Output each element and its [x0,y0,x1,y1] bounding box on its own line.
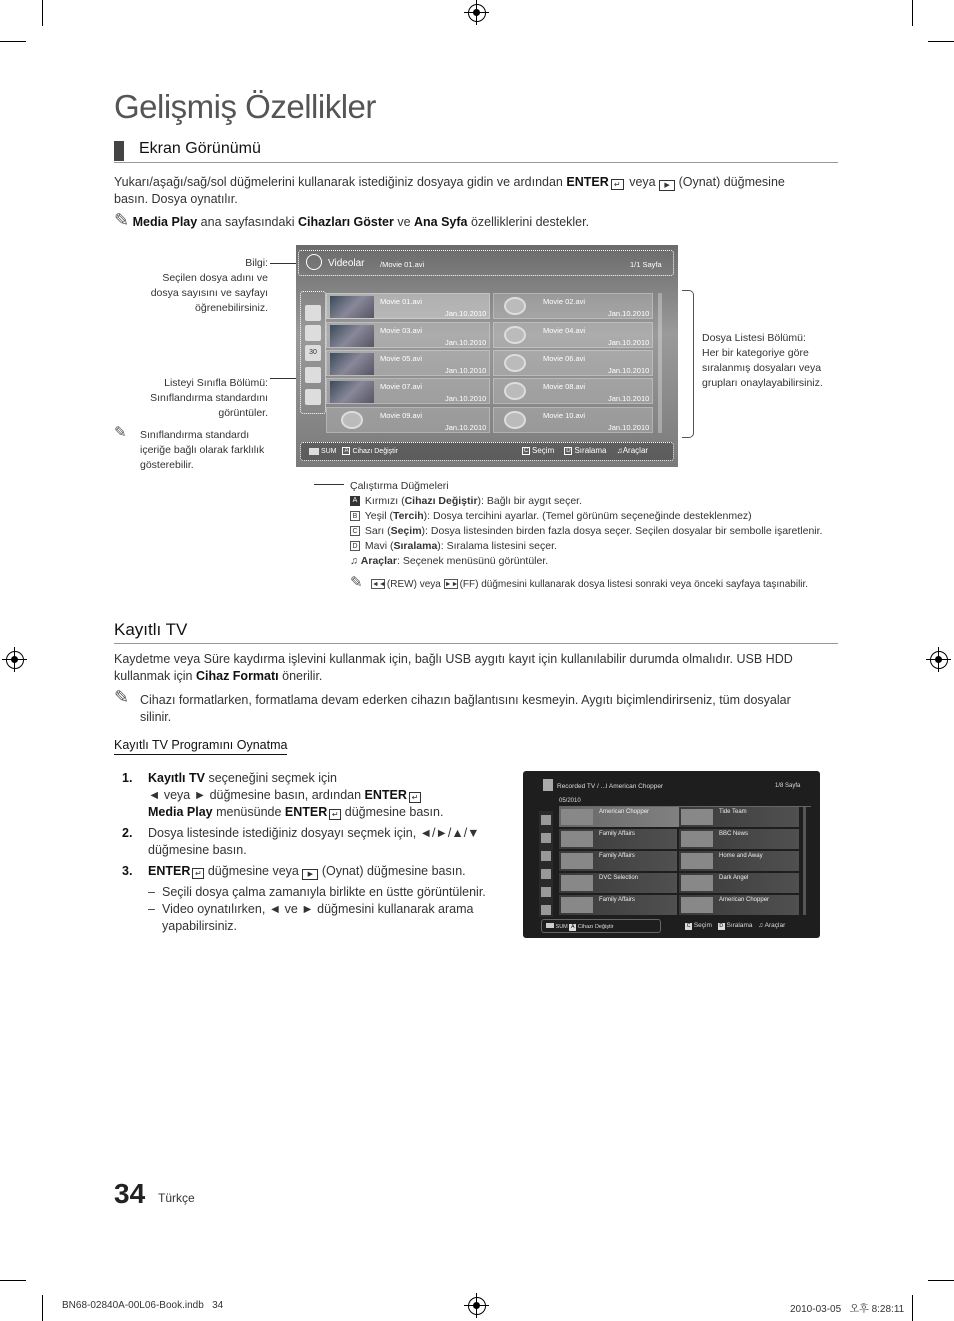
callout-listeyi: Listeyi Sınıfla Bölümü: Sınıflandırma standardını görüntüler. [150,377,268,419]
category-icon [541,905,551,915]
section-heading [114,139,838,163]
intro-paragraph: Yukarı/aşağı/sağ/sol düğmelerini kullanarak istediğiniz dosyaya gidin ve ardından ENTER ↵ veya ▶ (Oynat) düğmesine basın. Dosya oynatılır. [114,175,785,206]
registration-mark-icon [468,1297,486,1315]
language-label: Türkçe [158,1191,195,1205]
crop-mark [42,0,43,26]
timestamp: 2010-03-05 오후 8:28:11 [790,1304,905,1315]
bar-left: SUM A Cihazı Değiştir [541,919,661,933]
recording-item[interactable]: American Chopper [679,895,799,915]
file-item[interactable]: Movie 01.avi Jan.10.2010 [326,293,490,319]
recording-item[interactable]: Home and Away [679,851,799,871]
callout-line [270,263,296,264]
page-indicator: 1/1 Sayfa [630,260,662,269]
file-item[interactable]: Movie 03.avi Jan.10.2010 [326,322,490,348]
note-pencil-icon: ✎ [114,210,130,230]
tools-icon: ♫ [616,446,623,455]
category-icon [541,833,551,843]
note-pencil-icon: ✎ [114,424,127,441]
play-icon: ▶ [302,869,318,880]
note-pencil-icon: ✎ [114,687,130,707]
category-icon [541,815,551,825]
tools-icon: ♫ [350,555,358,567]
file-item[interactable]: Movie 07.avi Jan.10.2010 [326,378,490,404]
section-heading-text: Kayıtlı TV [114,620,188,639]
category-sidebar [539,811,553,917]
page-number: 34 [114,1178,146,1209]
file-path: Recorded TV / ...l American Chopper [557,783,664,790]
file-item[interactable]: Movie 06.avi Jan.10.2010 [493,350,653,376]
registration-mark-icon [6,651,24,669]
category-icon [541,887,551,897]
bar-right: C Seçim D Sıralama ♫Araçlar [523,446,649,455]
buttons-description: Çalıştırma Düğmeleri A Kırmızı (Cihazı Değiştir): Bağlı bir aygıt seçer. B Yeşil (Tercih): Dosya tercihini ayarlar. (Temel görünüm seçeneğinde desteklenmez) C Sarı (Seçim): Dosya listesinden birden fazla dosya seçer. Seçilen dosyalar bir sembolle işaretlenir. D Mavi (Sıralama): Sıralama listesini seçer. ♫ Araçlar: Seçenek menüsünü görüntüler. ✎ ◄◄(REW) veya ►►(FF) düğmesini kullanarak dosya listesi sonraki veya önceki sayfaya taşınabilir. [350,480,823,591]
crop-mark [42,1295,43,1321]
section-heading [114,620,838,644]
callout-siniflandirma: ✎ Sınıflandırma standardı içeriğe bağlı olarak farklılık gösterebilir. [114,424,265,471]
file-item[interactable]: Movie 09.avi Jan.10.2010 [326,407,490,433]
play-icon: ▶ [659,180,675,191]
file-path: /Movie 01.avi [380,260,425,269]
sub-heading: Kayıtlı TV Programını Oynatma [114,738,287,755]
registration-mark-icon [930,651,948,669]
callout-bilgi: Bilgi: Seçilen dosya adını ve dosya sayısını ve sayfayı öğrenebilirsiniz. [150,257,268,314]
date-group: 05/2010 [559,798,581,804]
crop-mark [0,1280,26,1281]
category-icon [541,851,551,861]
page-indicator: 1/8 Sayfa [775,783,801,789]
registration-mark-icon [468,4,486,22]
ff-icon: ►► [444,581,459,589]
note-pencil-icon: ✎ [350,574,363,591]
recording-item[interactable]: DVC Selection [559,873,677,893]
crop-mark [928,1280,954,1281]
file-item[interactable]: Movie 05.avi Jan.10.2010 [326,350,490,376]
recording-item[interactable]: BBC News [679,829,799,849]
crop-mark [912,1295,913,1321]
recording-item[interactable]: Family Affairs [559,895,677,915]
usb-icon [546,923,554,928]
category-icon [541,869,551,879]
file-item[interactable]: Movie 10.avi Jan.10.2010 [493,407,653,433]
file-info: BN68-02840A-00L06-Book.indb 34 [62,1300,224,1311]
calendar-icon[interactable]: 30 [305,345,321,361]
recorded-tv-screen [523,771,820,938]
recording-item[interactable]: Family Affairs [559,829,677,849]
file-item[interactable]: Movie 08.avi Jan.10.2010 [493,378,653,404]
callout-line [270,378,296,379]
recording-item[interactable]: Dark Angel [679,873,799,893]
tools-icon: ♫ [758,922,764,929]
file-item[interactable]: Movie 04.avi Jan.10.2010 [493,322,653,348]
category-label: Videolar [328,258,365,269]
kayitli-note: ✎ Cihazı formatlarken, formatlama devam ederken cihazın bağlantısını kesmeyin. Aygıtı biçimlendirirseniz, tüm dosyalar silinir. [114,687,791,724]
crop-mark [928,41,954,42]
callout-dosya: Dosya Listesi Bölümü: Her bir kategoriye göre sıralanmış dosyaları veya grupları onaylayabilirsiniz. [702,332,823,389]
scrollbar[interactable] [658,293,662,433]
enter-icon: ↵ [409,792,421,803]
enter-icon: ↵ [192,868,204,879]
recording-item[interactable]: Tide Team [679,807,799,827]
page-title: Gelişmiş Özellikler [114,88,376,125]
bar-left: SUM A Cihazı Değiştir [309,447,398,455]
section-heading-text: Ekran Görünümü [139,140,261,157]
crop-mark [912,0,913,26]
callout-bracket [682,290,694,438]
crop-mark [0,41,26,42]
recording-item[interactable]: American Chopper [559,807,713,827]
enter-icon: ↵ [329,809,341,820]
kayitli-paragraph: Kaydetme veya Süre kaydırma işlevini kullanmak için, bağlı USB aygıtı kayıt için kullanılabilir durumda olmalıdır. USB HDD kullanmak için Cihaz Formatı önerilir. [114,652,793,683]
file-item[interactable]: Movie 02.avi Jan.10.2010 [493,293,653,319]
recorded-tv-icon [543,779,553,791]
usb-icon [309,448,319,455]
note-line: ✎ Media Play ana sayfasındaki Cihazları Göster ve Ana Syfa özelliklerini destekler. [114,210,590,230]
steps-list: 1. Kayıtlı TV seçeneğini seçmek için ◄ veya ► düğmesine basın, ardından ENTER ↵ Media Play menüsünde ENTER ↵ düğmesine basın. 2. Dosya listesinde istediğiniz dosyayı seçmek için, ◄/►/▲/▼ düğmesine basın. 3. ENTER ↵ düğmesine veya ▶ (Oynat) düğmesine basın. – Seçili dosya çalma zamanıyla birlikte en üstte görüntülenir. – Video oynatılırken, ◄ ve ► düğmesini kullanarak arama yapabilirsiniz. [122,771,486,933]
media-play-screen [296,245,678,467]
video-reel-icon [306,254,322,270]
scrollbar[interactable] [803,807,806,915]
callout-line [314,484,344,485]
bar-right: C Seçim D Sıralama ♫ Araçlar [686,922,786,929]
enter-icon: ↵ [611,179,624,190]
recording-item[interactable]: Family Affairs [559,851,677,871]
rew-icon: ◄◄ [371,581,386,589]
